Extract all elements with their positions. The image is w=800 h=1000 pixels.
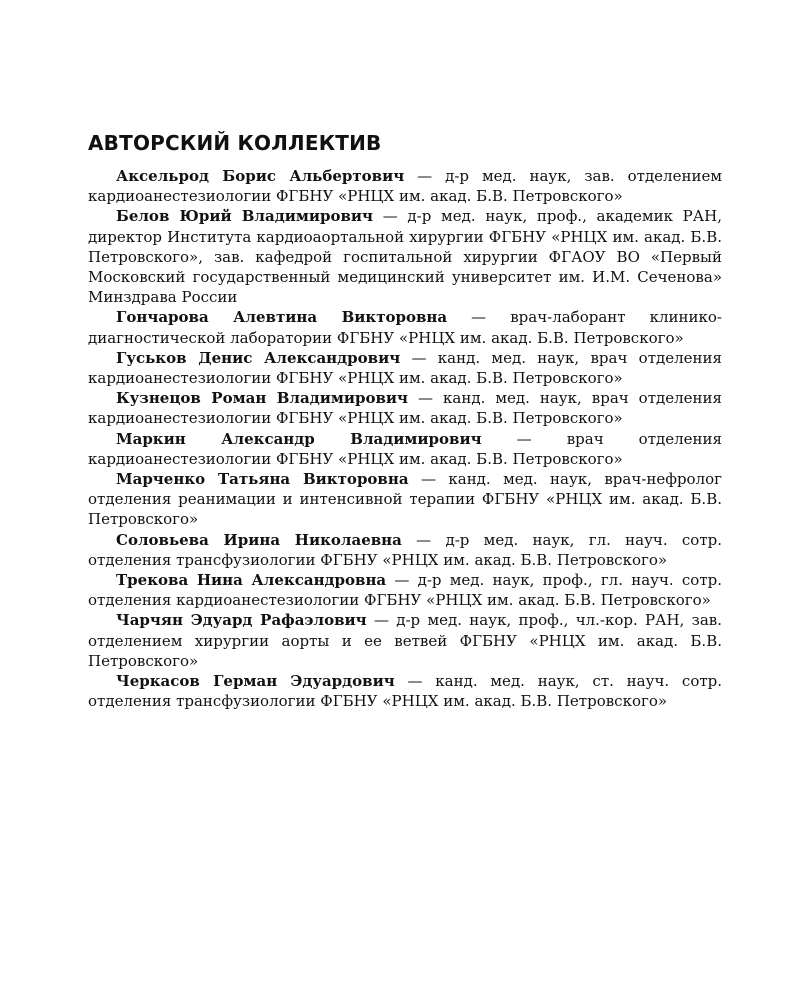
- page-title: АВТОРСКИЙ КОЛЛЕКТИВ: [88, 131, 382, 155]
- author-name: Чарчян Эдуард Рафаэлович: [116, 611, 367, 630]
- author-name: Гончарова Алевтина Викторовна: [116, 308, 448, 327]
- author-name: Кузнецов Роман Владимирович: [116, 389, 409, 408]
- author-name: Маркин Александр Владимирович: [116, 429, 482, 448]
- document-page: [88, 130, 722, 711]
- author-entry: [88, 570, 722, 610]
- author-name: Гуськов Денис Александрович: [116, 348, 401, 367]
- author-entry: [88, 429, 722, 469]
- author-entry: [88, 348, 722, 388]
- author-description: — д-р мед. наук, гл. науч. сотр. отделения трансфузиологии ФГБНУ «РНЦХ им. акад. Б.В. Петровского»: [88, 530, 722, 569]
- author-entry: [88, 610, 722, 671]
- author-name: Марченко Татьяна Викторовна: [116, 470, 409, 489]
- author-description: — канд. мед. наук, врач-нефролог отделения реанимации и интенсивной терапии ФГБНУ «РНЦХ им. акад. Б.В. Петровского»: [88, 470, 723, 529]
- author-name: Белов Юрий Владимирович: [116, 207, 374, 226]
- author-entry: [88, 206, 722, 307]
- author-description: — врач-лаборант клинико-диагностической лаборатории ФГБНУ «РНЦХ им. акад. Б.В. Петровского»: [88, 308, 723, 347]
- author-entry: [88, 388, 722, 428]
- author-description: — канд. мед. наук, ст. науч. сотр. отделения трансфузиологии ФГБНУ «РНЦХ им. акад. Б.В. Петровского»: [88, 672, 723, 711]
- author-description: — д-р мед. наук, зав. отделением кардиоанестезиологии ФГБНУ «РНЦХ им. акад. Б.В. Петровского»: [88, 167, 723, 206]
- author-description: — д-р мед. наук, проф., чл.-кор. РАН, зав. отделением хирургии аорты и ее ветвей ФГБНУ «РНЦХ им. акад. Б.В. Петровского»: [88, 611, 722, 670]
- author-name: Трекова Нина Александровна: [116, 571, 387, 590]
- author-description: — д-р мед. наук, проф., академик РАН, директор Института кардиоаортальной хирургии ФГБНУ «РНЦХ им. акад. Б.В. Петровского», зав. кафедрой госпитальной хирургии ФГАОУ ВО «Первый Московский государственный медицинский университет им. И.М. Сеченова» Минздрава России: [88, 207, 722, 307]
- author-entry: [88, 469, 722, 530]
- author-name: Соловьева Ирина Николаевна: [116, 530, 402, 549]
- author-name: Аксельрод Борис Альбертович: [116, 167, 405, 185]
- author-description: — врач отделения кардиоанестезиологии ФГБНУ «РНЦХ им. акад. Б.В. Петровского»: [88, 429, 722, 468]
- author-entry: [88, 671, 722, 711]
- author-description: — д-р мед. наук, проф., гл. науч. сотр. отделения кардиоанестезиологии ФГБНУ «РНЦХ им. акад. Б.В. Петровского»: [88, 571, 722, 610]
- author-entry: [88, 166, 722, 206]
- author-name: Черкасов Герман Эдуардович: [116, 672, 395, 691]
- author-entry: [88, 530, 722, 570]
- author-list: [88, 166, 722, 711]
- author-description: — канд. мед. наук, врач отделения кардиоанестезиологии ФГБНУ «РНЦХ им. акад. Б.В. Петровского»: [88, 389, 722, 428]
- author-entry: [88, 307, 722, 347]
- author-description: — канд. мед. наук, врач отделения кардиоанестезиологии ФГБНУ «РНЦХ им. акад. Б.В. Петровского»: [88, 348, 722, 388]
